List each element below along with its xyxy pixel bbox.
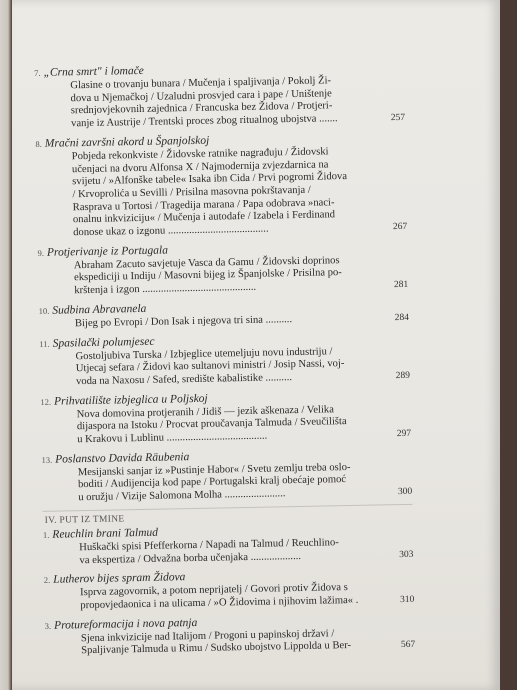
chapter-summary <box>80 581 414 613</box>
summary-line: boditi / Audijencija kod pape / Portugalski kralj obećaje pomoć <box>77 474 347 491</box>
toc-entry <box>44 566 415 614</box>
chapter-title-text: Lutherov bijes spram Židova <box>53 571 186 587</box>
summary-line: dova u Njemačkoj / Uzaludni prosvjed cara i pape / Uništenje <box>70 87 332 105</box>
summary-line: Nova domovina protjeranih / Jidiš — jezik aškenaza / Velika <box>76 403 334 420</box>
summary-line: Glasine o trovanju bunara / Mučenja i spaljivanja / Pokolj Ži- <box>70 75 332 92</box>
summary-line: učenjaci na dvoru Alfonsa X / Najmodernija zvjezdarnica na <box>71 158 329 175</box>
summary-line: u oružju / Vizije Salomona Molha ....................... <box>78 488 286 504</box>
page-number: 567 <box>400 640 416 651</box>
chapter-title-text: Sudbina Abravanela <box>52 302 147 317</box>
chapter-title-text: Reuchlin brani Talmud <box>52 526 159 541</box>
page-number: 300 <box>397 486 413 498</box>
page-number: 310 <box>399 594 415 606</box>
chapter-number: 7. <box>34 67 41 78</box>
chapter-number: 9. <box>37 247 45 258</box>
summary-line: Sjena inkvizicije nad Italijom / Progoni u papinskoj državi / <box>80 628 335 644</box>
summary-line: srednjovjekovnih zajednica / Francuska bez Židova / Protjeri- <box>70 100 333 117</box>
section-heading: IV. PUT IZ TMINE <box>44 514 125 526</box>
toc-entry <box>37 239 408 299</box>
summary-line: ekspediciji u Indiju / Masovni bijeg iz Španjolske / Prisilna po- <box>73 267 342 284</box>
summary-line: Huškački spisi Pfefferkorna / Napadi na Talmud / Reuchlino- <box>79 537 339 554</box>
summary-line: voda na Naxosu / Safed, središte kabalistike .......... <box>75 372 293 388</box>
toc-list-part-4 <box>43 521 415 659</box>
chapter-title-text: Spasilački polumjesec <box>52 335 155 350</box>
chapter-summary <box>79 536 413 568</box>
toc-entry <box>45 611 416 659</box>
page-number: 257 <box>390 112 406 124</box>
book-page <box>12 0 500 690</box>
summary-line: vanje iz Austrije / Trentski proces zbog ritualnog ubojstva ....... <box>71 113 338 130</box>
summary-line: svijetu / »Alfonške tabele« Isaka ibn Cida / Prvi pogromi Židova <box>72 171 348 188</box>
summary-line: donose ukaz o izgonu ...................................... <box>73 223 269 239</box>
chapter-number: 11. <box>39 338 50 349</box>
summary-line: u Krakovu i Lublinu ...................................... <box>77 430 268 446</box>
summary-line: va ekspertiza / Odvažna borba učenjaka ................... <box>79 550 302 566</box>
chapter-summary <box>81 626 415 658</box>
toc-list-part-3 <box>34 59 412 506</box>
toc-entry <box>35 130 407 241</box>
summary-line: Pobjeda rekonkviste / Židovske ratnike nagrađuju / Židovski <box>71 146 329 163</box>
page-number: 297 <box>396 428 412 440</box>
chapter-summary <box>75 344 410 389</box>
chapter-number: 8. <box>35 138 42 149</box>
summary-line: Isprva zagovornik, a potom neprijatelj / Govori protiv Židova s <box>80 582 348 599</box>
chapter-number: 1. <box>42 529 50 540</box>
summary-line: Spaljivanje Talmuda u Rimu / Sudsko ubojstvo Lippolda u Ber- <box>81 640 352 657</box>
toc-entry <box>43 521 414 569</box>
toc-entry <box>39 329 410 389</box>
summary-line: Gostoljubiva Turska / Izbjeglice utemeljuju novu industriju / <box>75 345 333 362</box>
summary-line: Rasprava u Tortosi / Tragedija marana / Papa odobrava »naci- <box>72 196 335 213</box>
chapter-summary <box>77 402 412 447</box>
page-number: 289 <box>395 370 411 382</box>
chapter-number: 3. <box>44 620 52 631</box>
page-number: 284 <box>394 312 409 323</box>
chapter-summary <box>78 461 413 506</box>
chapter-summary <box>72 145 408 240</box>
toc-entry <box>40 387 411 447</box>
chapter-number: 13. <box>41 454 53 465</box>
summary-line: Mesijanski sanjar iz »Pustinje Habor« / Svetu zemlju treba oslo- <box>77 461 351 478</box>
summary-line: propovjedaonica i na ulicama / »O Židovima i njihovim lažima« . <box>80 594 359 612</box>
toc-entry <box>39 297 409 332</box>
summary-line: Utjecaj sefara / Židovi kao sultanovi ministri / Josip Nassi, voj- <box>75 358 345 375</box>
chapter-title-text: Prihvatilište izbjeglica u Poljskoj <box>53 392 208 408</box>
toc-entry <box>34 59 405 132</box>
toc-entry <box>41 446 412 506</box>
summary-line: krštenja i izgon ........................................... <box>74 281 257 297</box>
chapter-title-text: Mračni završni akord u Španjolskoj <box>44 134 210 150</box>
page-number: 281 <box>393 279 409 291</box>
table-of-contents <box>34 59 415 664</box>
chapter-title-text: Protjerivanje iz Portugala <box>46 244 169 259</box>
chapter-summary <box>74 254 409 299</box>
page-number: 267 <box>392 221 408 233</box>
chapter-title-text: „Crna smrt" i lomače <box>43 64 144 79</box>
summary-line: dijaspora na Istoku / Procvat proučavanja Talmuda / Sveučilišta <box>76 416 347 433</box>
summary-line: Abraham Zacuto savjetuje Vasca da Gamu / Židovski doprinos <box>73 254 340 272</box>
chapter-number: 10. <box>38 305 50 316</box>
summary-line: onalnu inkviziciju« / Mučenja i autodafe / Izabela i Ferdinand <box>72 209 336 226</box>
summary-line: / Krvoprolića u Sevilli / Prisilna masovna pokrštavanja / <box>72 184 311 201</box>
page-number: 303 <box>399 549 414 560</box>
summary-line: Bijeg po Evropi / Don Isak i njegova tri sina .......... <box>74 313 293 330</box>
chapter-number: 12. <box>40 396 52 407</box>
chapter-title-text: Protureformacija i nova patnja <box>54 616 198 632</box>
chapter-summary <box>70 74 405 131</box>
chapter-title-text: Poslanstvo Davida Räubenia <box>55 450 190 466</box>
chapter-number: 2. <box>43 575 51 586</box>
